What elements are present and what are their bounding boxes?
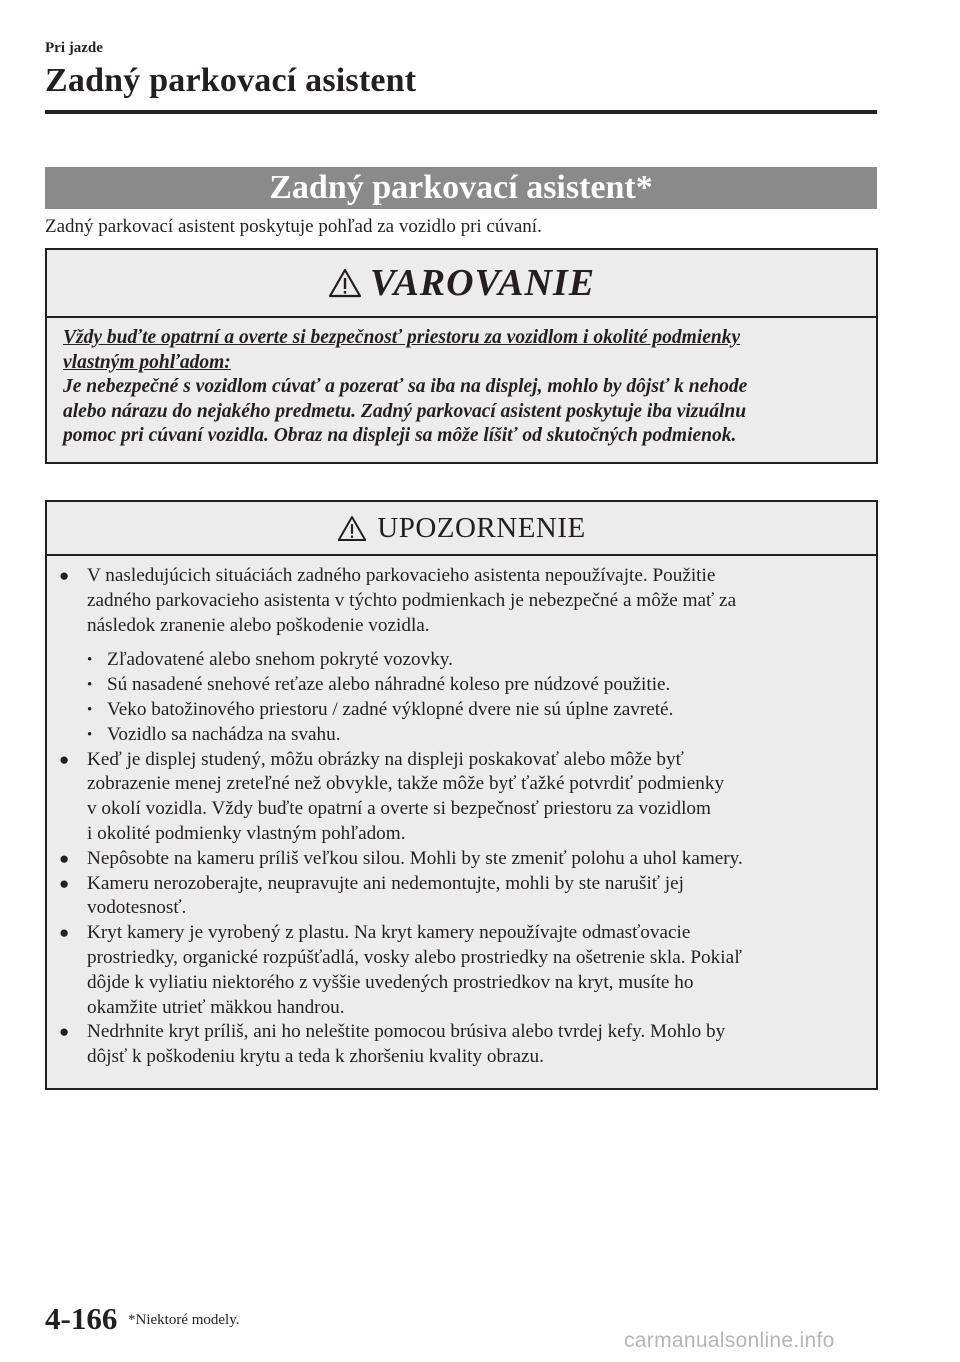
sub-list-item <box>59 673 874 698</box>
bullet-icon: ● <box>59 923 70 943</box>
list-item-line: dôjde k vyliatiu niektorého z vyššie uvedených prostriedkov na kryt, musíte ho <box>87 971 694 993</box>
warning-text-line: Je nebezpečné s vozidlom cúvať a pozerať sa iba na displej, mohlo by dôjsť k nehode <box>63 376 748 397</box>
warning-triangle-icon <box>328 268 362 298</box>
sub-list-item-text: Zľadovatené alebo snehom pokryté vozovky. <box>107 649 453 671</box>
list-item-line: Keď je displej studený, môžu obrázky na displeji poskakovať alebo môže byť <box>87 748 684 770</box>
section-banner: Zadný parkovací asistent* <box>45 167 877 209</box>
bullet-icon: ● <box>59 566 70 585</box>
list-item-line: následok zranenie alebo poškodenie vozidla. <box>87 614 430 636</box>
warning-box <box>45 248 878 464</box>
caution-text <box>59 564 874 1070</box>
sub-list-item-text: Sú nasadené snehové reťaze alebo náhradné koleso pre núdzové použitie. <box>107 674 671 696</box>
bullet-icon: ● <box>59 848 70 868</box>
warning-header <box>47 250 876 316</box>
warning-underlined-line: vlastným pohľadom: <box>63 351 231 373</box>
list-item <box>59 847 874 872</box>
caution-title: UPOZORNENIE <box>377 511 586 544</box>
list-item-line: dôjsť k poškodeniu krytu a teda k zhoršeniu kvality obrazu. <box>87 1046 544 1068</box>
list-item-line: prostriedky, organické rozpúšťadlá, vosky alebo prostriedky na ošetrenie skla. Pokiaľ <box>87 946 742 968</box>
list-item <box>59 564 874 638</box>
sub-list-item-text: Vozidlo sa nachádza na svahu. <box>107 723 341 745</box>
list-item-line: i okolité podmienky vlastným pohľadom. <box>87 822 406 844</box>
title-divider <box>45 110 877 114</box>
list-item-line: Kryt kamery je vyrobený z plastu. Na kryt kamery nepoužívajte odmasťovacie <box>87 922 691 944</box>
list-item <box>59 921 874 1020</box>
list-item <box>59 1020 874 1070</box>
section-intro: Zadný parkovací asistent poskytuje pohľad za vozidlo pri cúvaní. <box>45 216 542 237</box>
sub-bullet-icon: • <box>87 701 93 718</box>
bullet-icon: ● <box>59 1022 70 1042</box>
sub-bullet-icon: • <box>87 726 93 743</box>
page-title: Zadný parkovací asistent <box>45 62 417 99</box>
page-number: 4-166 <box>45 1301 118 1336</box>
warning-text <box>63 326 868 449</box>
list-item-line: Nepôsobte na kameru príliš veľkou silou. Mohli by ste zmeniť polohu a uhol kamery. <box>87 847 743 869</box>
sub-list-item <box>59 723 874 748</box>
sub-list-item <box>59 648 874 673</box>
list-item-line: Kameru nerozoberajte, neupravujte ani nedemontujte, mohli by ste narušiť jej <box>87 872 684 894</box>
warning-triangle-icon <box>337 515 367 542</box>
list-item-line: V nasledujúcich situáciách zadného parkovacieho asistenta nepoužívajte. Použitie <box>87 565 716 586</box>
footnote: *Niektoré modely. <box>128 1312 240 1328</box>
sub-bullet-icon: • <box>87 652 93 669</box>
caution-box <box>45 500 878 1090</box>
chapter-label: Pri jazde <box>45 40 103 56</box>
warning-divider <box>47 316 876 318</box>
caution-header <box>47 502 876 554</box>
list-item-line: okamžite utrieť mäkkou handrou. <box>87 996 345 1018</box>
sub-list-item <box>59 698 874 723</box>
warning-text-line: pomoc pri cúvaní vozidla. Obraz na displeji sa môže líšiť od skutočných podmienok. <box>63 425 737 446</box>
list-item-line: Nedrhnite kryt príliš, ani ho neleštite pomocou brúsiva alebo tvrdej kefy. Mohlo by <box>87 1021 726 1043</box>
warning-underlined-line: Vždy buďte opatrní a overte si bezpečnosť priestoru za vozidlom i okolité podmienky <box>63 327 741 348</box>
list-item-line: zadného parkovacieho asistenta v týchto podmienkach je nebezpečné a môže mať za <box>87 589 737 611</box>
list-item <box>59 748 874 847</box>
warning-text-line: alebo nárazu do nejakého predmetu. Zadný parkovací asistent poskytuje iba vizuálnu <box>63 400 747 422</box>
list-item-line: zobrazenie menej zreteľné než obvykle, takže môže byť ťažké potvrdiť podmienky <box>87 773 725 795</box>
warning-title: VAROVANIE <box>369 262 596 304</box>
sub-bullet-icon: • <box>87 677 93 694</box>
caution-divider <box>47 554 876 556</box>
sub-list-item-text: Veko batožinového priestoru / zadné výklopné dvere nie sú úplne zavreté. <box>107 698 674 720</box>
list-item-line: vodotesnosť. <box>87 897 187 919</box>
bullet-icon: ● <box>59 873 70 893</box>
bullet-icon: ● <box>59 749 70 769</box>
list-item-line: v okolí vozidla. Vždy buďte opatrní a overte si bezpečnosť priestoru za vozidlom <box>87 798 711 820</box>
watermark-link[interactable]: carmanualsonline.info <box>624 1329 835 1352</box>
list-item <box>59 872 874 922</box>
